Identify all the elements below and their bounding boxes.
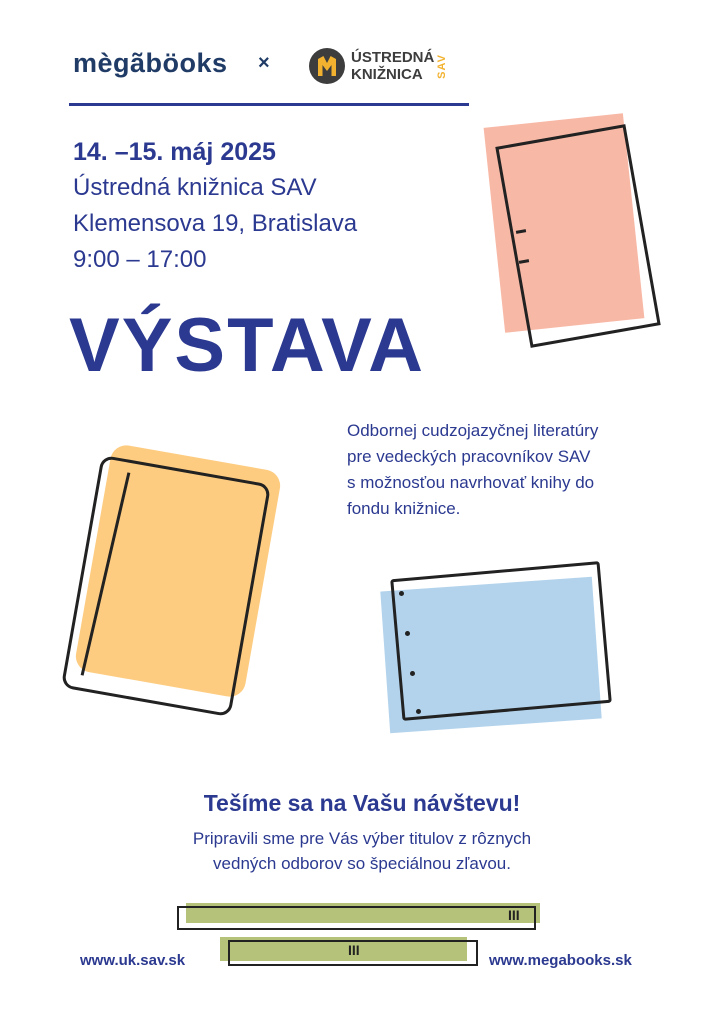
page-title: VÝSTAVA (69, 303, 426, 388)
blue-book-outline (390, 561, 612, 721)
collaboration-separator: × (258, 52, 270, 74)
description-line: pre vedeckých pracovníkov SAV (347, 447, 591, 466)
event-venue: Ústredná knižnica SAV (73, 174, 317, 201)
megabooks-logo: mègãböoks (73, 48, 228, 78)
stacked-book-mark: III (508, 907, 520, 923)
welcome-subline: vedných odborov so špeciálnou zľavou. (213, 854, 511, 873)
library-logo-line2: KNIŽNICA (351, 66, 423, 83)
stacked-book-mark: III (348, 942, 360, 958)
welcome-subline: Pripravili sme pre Vás výber titulov z rôznych (192, 829, 532, 848)
blue-book-hole (416, 709, 421, 714)
exhibition-description (347, 418, 677, 522)
welcome-headline: Tešíme sa na Vašu návštevu! (203, 790, 521, 816)
blue-book-hole (399, 591, 404, 596)
blue-book-hole (410, 671, 415, 676)
event-address: Klemensova 19, Bratislava (73, 210, 358, 237)
library-logo-sav: SAV (436, 54, 448, 79)
description-line: s možnosťou navrhovať knihy do (347, 473, 595, 492)
library-logo-line1: ÚSTREDNÁ (351, 49, 435, 66)
header-divider (69, 103, 469, 106)
library-website-link[interactable]: www.uk.sav.sk (80, 952, 186, 969)
event-date: 14. –15. máj 2025 (73, 138, 276, 166)
library-logo-icon (309, 48, 345, 84)
event-hours: 9:00 – 17:00 (73, 246, 207, 273)
stacked-book-outline (177, 906, 536, 930)
megabooks-website-link[interactable]: www.megabooks.sk (489, 952, 632, 969)
blue-book-hole (405, 631, 410, 636)
description-line: Odbornej cudzojazyčnej literatúry (347, 421, 599, 440)
description-line: fondu knižnice. (347, 499, 461, 518)
